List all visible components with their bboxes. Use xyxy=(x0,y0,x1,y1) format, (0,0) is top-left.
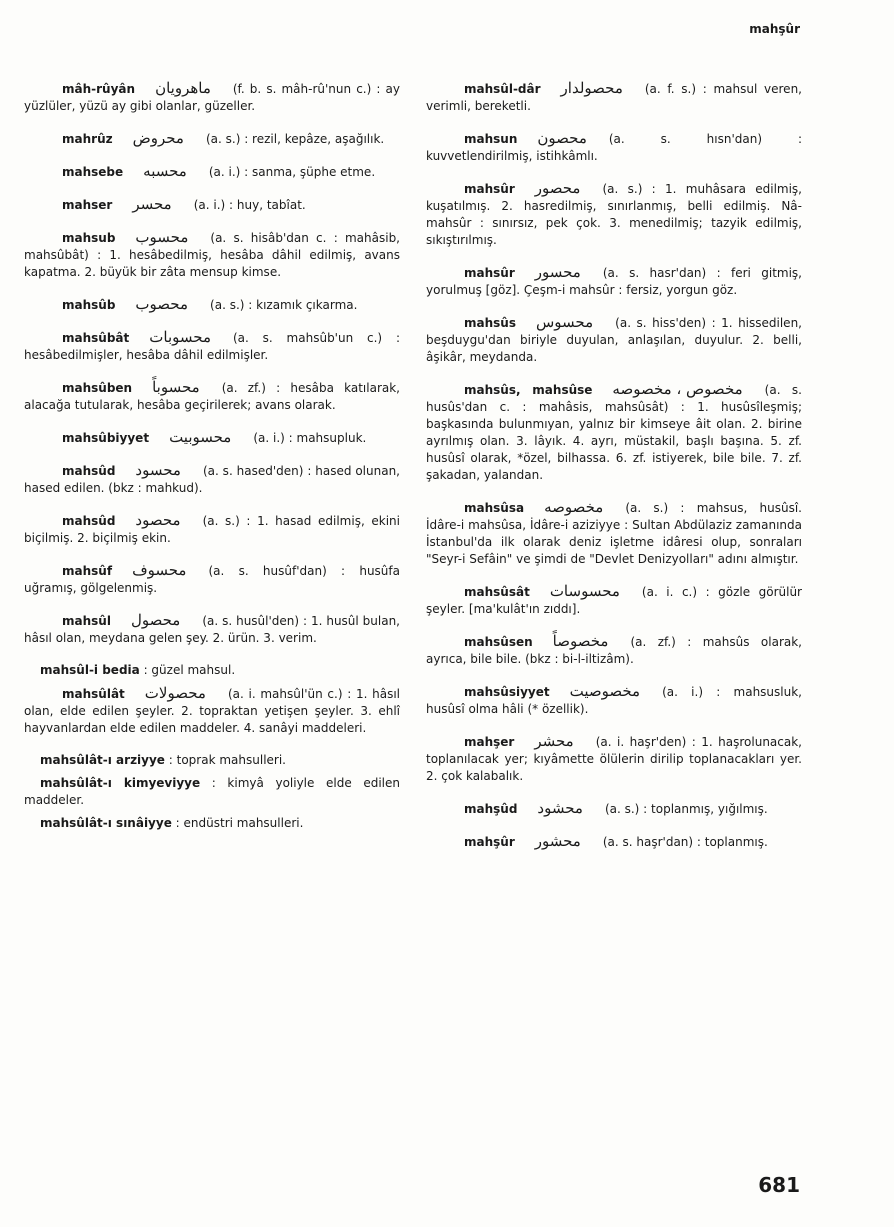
dictionary-entry xyxy=(24,429,400,447)
entry-definition: : kimyâ yoliyle elde edilen maddeler. xyxy=(24,776,401,807)
dictionary-entry xyxy=(426,80,802,115)
entry-ottoman-script: محشود xyxy=(537,799,583,817)
entry-definition: (a. s.) : mahsus, husûsî. İdâre-i mahsûsa, İdâre-i aziziyye : Sultan Abdülaziz zamanında İstanbul'da ilk olarak deniz işletme idâresi olup, sonraları "Seyr-i Sefâin" ve şimdi de "Devlet Denizyolları" adını almıştır. xyxy=(426,501,802,566)
entry-definition: (a. s.) : kızamık çıkarma. xyxy=(210,298,358,312)
entry-definition: (a. zf.) : hesâba katılarak, alacağa tutularak, hesâba geçirilerek; avans olarak. xyxy=(24,381,400,412)
dictionary-entry xyxy=(24,685,400,737)
entry-ottoman-script: مخصوصيت xyxy=(569,682,641,700)
entry-headword: mahsûbiyyet xyxy=(62,431,150,445)
entry-ottoman-script: محسبه xyxy=(143,162,187,180)
entry-ottoman-script: مخصوصاً xyxy=(552,632,609,650)
dictionary-entry xyxy=(24,329,400,364)
entry-definition: (a. i.) : mahsusluk, husûsî olma hâli (* özellik). xyxy=(426,685,802,716)
entry-ottoman-script: مخصوص ، مخصوصه xyxy=(612,380,743,398)
entry-headword: mahsûf xyxy=(62,564,113,578)
entry-headword: mahsûlât xyxy=(62,687,125,701)
entry-ottoman-script: محصوب xyxy=(135,295,189,313)
entry-ottoman-script: محصون xyxy=(537,129,587,147)
entry-ottoman-script: محسر xyxy=(132,195,172,213)
entry-headword: mahsûl-dâr xyxy=(464,82,541,96)
entry-headword: mahsûlât-ı kimyeviyye xyxy=(40,776,201,790)
entry-headword: mahşûr xyxy=(464,835,515,849)
entry-definition: : toprak mahsulleri. xyxy=(168,753,286,767)
entry-ottoman-script: محسوسات xyxy=(549,582,620,600)
entry-ottoman-script: محسور xyxy=(534,263,581,281)
dictionary-entry xyxy=(426,314,802,366)
entry-definition: (f. b. s. mâh-rû'nun c.) : ay yüzlüler, yüzü ay gibi olanlar, güzeller. xyxy=(24,82,400,113)
entry-ottoman-script: محسوس xyxy=(535,313,594,331)
entry-headword: mahsûd xyxy=(62,514,116,528)
entry-headword: mahsûb xyxy=(62,298,116,312)
dictionary-entry xyxy=(426,733,802,785)
dictionary-entry xyxy=(24,130,400,148)
entry-definition: (a. i.) : mahsupluk. xyxy=(253,431,367,445)
entry-ottoman-script: محسوب xyxy=(135,228,189,246)
entry-ottoman-script: محشر xyxy=(534,732,574,750)
dictionary-entry xyxy=(426,683,802,718)
dictionary-entry xyxy=(24,612,400,647)
entry-ottoman-script: محسود xyxy=(135,461,181,479)
entry-headword: mahrûz xyxy=(62,132,113,146)
dictionary-entry xyxy=(24,512,400,547)
entry-definition: (a. s.) : 1. muhâsara edilmiş, kuşatılmış. 2. hasredilmiş, sınırlanmış, belli edilmiş. Nâ-mahsûr : sınırsız, pek çok. 3. menedilmiş; tazyik edilmiş, sıkıştırılmış. xyxy=(426,182,802,247)
dictionary-entry xyxy=(24,775,400,809)
entry-headword: mahsûs, mahsûse xyxy=(464,383,593,397)
entry-headword: mahsûlât-ı arziyye xyxy=(40,753,165,767)
running-header: mahşûr xyxy=(749,22,800,36)
dictionary-entry xyxy=(24,163,400,181)
entry-definition: : güzel mahsul. xyxy=(143,663,236,677)
entry-definition: (a. s. hiss'den) : 1. hissedilen, beşduygu'dan biriyle duyulan, anlaşılan, duyulur. 2. belli, âşikâr, meydanda. xyxy=(426,316,802,364)
dictionary-entry xyxy=(24,562,400,597)
entry-definition: (a. i.) : sanma, şüphe etme. xyxy=(208,165,376,179)
entry-definition: (a. s. hisâb'dan c. : mahâsib, mahsûbât) : 1. hesâbedilmiş, hesâba dâhil edilmiş, avans kapatma. 2. büyük bir zâta mensup kimse. xyxy=(24,231,400,279)
entry-headword: mâh-rûyân xyxy=(62,82,136,96)
entry-headword: mahsûsa xyxy=(464,501,525,515)
entry-headword: mahsûsât xyxy=(464,585,530,599)
entry-definition: (a. i. mahsûl'ün c.) : 1. hâsıl olan, elde edilen şeyler. 2. topraktan yetişen şeyler. 3. ehlî hayvanlardan elde edilen maddeler. 4. sanâyi maddeleri. xyxy=(24,687,400,735)
entry-definition: (a. s.) : 1. hasad edilmiş, ekini biçilmiş. 2. biçilmiş ekin. xyxy=(24,514,400,545)
left-column xyxy=(24,80,400,838)
entry-headword: mahsûd xyxy=(62,464,116,478)
entry-definition: (a. i.) : huy, tabîat. xyxy=(193,198,306,212)
entry-definition: (a. s.) : toplanmış, yığılmış. xyxy=(604,802,768,816)
entry-definition: (a. f. s.) : mahsul veren, verimli, bereketli. xyxy=(426,82,802,113)
entry-ottoman-script: محسوبيت xyxy=(169,428,232,446)
dictionary-entry xyxy=(426,800,802,818)
entry-ottoman-script: محصول xyxy=(130,611,181,629)
entry-ottoman-script: مخصوصه xyxy=(544,498,604,516)
entry-definition: (a. i. haşr'den) : 1. haşrolunacak, toplanılacak yer; kıyâmette ölülerin dirilip toplanacakları yer. 2. çok kalabalık. xyxy=(426,735,802,783)
entry-ottoman-script: محصولات xyxy=(144,684,206,702)
entry-headword: mahsûlât-ı sınâiyye xyxy=(40,816,172,830)
entry-definition: (a. s. husûs'dan c. : mahâsis, mahsûsât) : 1. husûsîleşmiş; başkasında bulunmıyan, yalnız bir kimseye âit olan. 2. birine ayrılmış olan. 3. lâyık. 4. ayrı, müstakil, başlı başına. 5. zf. husûsî olarak, *özel, bilhassa. 6. zf. istiyerek, bile bile. 7. zf. şakadan, yalandan. xyxy=(426,383,802,482)
entry-headword: mahsûbât xyxy=(62,331,130,345)
dictionary-entry xyxy=(24,752,400,769)
entry-headword: mahser xyxy=(62,198,113,212)
entry-definition: : endüstri mahsulleri. xyxy=(175,816,304,830)
entry-headword: mahsûl xyxy=(62,614,111,628)
entry-ottoman-script: ماهرويان xyxy=(155,79,211,97)
dictionary-entry xyxy=(426,264,802,299)
dictionary-entry xyxy=(24,296,400,314)
entry-definition: (a. s. husûl'den) : 1. husûl bulan, hâsıl olan, meydana gelen şey. 2. ürün. 3. verim. xyxy=(24,614,400,645)
entry-ottoman-script: محسوباً xyxy=(152,378,200,396)
dictionary-entry xyxy=(426,180,802,249)
entry-definition: (a. i. c.) : gözle görülür şeyler. [ma'kulât'ın zıddı]. xyxy=(426,585,802,616)
dictionary-entry xyxy=(426,583,802,618)
entry-definition: (a. s. haşr'dan) : toplanmış. xyxy=(602,835,768,849)
entry-definition: (a. s.) : rezil, kepâze, aşağılık. xyxy=(205,132,385,146)
entry-headword: mahsebe xyxy=(62,165,124,179)
dictionary-entry xyxy=(24,462,400,497)
dictionary-entry xyxy=(426,633,802,668)
entry-ottoman-script: محشور xyxy=(534,832,581,850)
entry-ottoman-script: محروض xyxy=(132,129,184,147)
dictionary-entry xyxy=(24,662,400,679)
entry-headword: mahsûl-i bedia xyxy=(40,663,140,677)
entry-headword: mahşûd xyxy=(464,802,518,816)
dictionary-entry xyxy=(426,833,802,851)
entry-ottoman-script: محسوف xyxy=(132,561,187,579)
entry-headword: mahsûsen xyxy=(464,635,533,649)
entry-ottoman-script: محصود xyxy=(135,511,181,529)
entry-headword: mahsûben xyxy=(62,381,133,395)
entry-headword: mahsub xyxy=(62,231,116,245)
entry-headword: mahsûs xyxy=(464,316,516,330)
entry-definition: (a. zf.) : mahsûs olarak, ayrıca, bile bile. (bkz : bi-l-iltizâm). xyxy=(426,635,802,666)
dictionary-entry xyxy=(24,80,400,115)
entry-ottoman-script: محصولدار xyxy=(560,79,623,97)
dictionary-entry xyxy=(24,379,400,414)
entry-headword: mahsûr xyxy=(464,182,515,196)
entry-definition: (a. s. mahsûb'un c.) : hesâbedilmişler, hesâba dâhil edilmişler. xyxy=(24,331,400,362)
entry-headword: mahsun xyxy=(464,132,518,146)
entry-headword: mahşer xyxy=(464,735,515,749)
entry-definition: (a. s. hısn'dan) : kuvvetlendirilmiş, istihkâmlı. xyxy=(426,132,802,163)
right-column xyxy=(426,80,802,866)
dictionary-entry xyxy=(24,815,400,832)
dictionary-entry xyxy=(426,381,802,484)
dictionary-entry xyxy=(426,499,802,568)
entry-headword: mahsûsiyyet xyxy=(464,685,550,699)
entry-ottoman-script: محسوبات xyxy=(149,328,211,346)
dictionary-entry xyxy=(24,196,400,214)
entry-headword: mahsûr xyxy=(464,266,515,280)
entry-definition: (a. s. hased'den) : hased olunan, hased edilen. (bkz : mahkud). xyxy=(24,464,400,495)
dictionary-entry xyxy=(24,229,400,281)
entry-ottoman-script: محصور xyxy=(534,179,581,197)
dictionary-entry xyxy=(426,130,802,165)
page-number: 681 xyxy=(758,1173,800,1197)
entry-definition: (a. s. husûf'dan) : husûfa uğramış, gölgelenmiş. xyxy=(24,564,400,595)
entry-definition: (a. s. hasr'dan) : feri gitmiş, yorulmuş [göz]. Çeşm-i mahsûr : fersiz, yorgun göz. xyxy=(426,266,802,297)
